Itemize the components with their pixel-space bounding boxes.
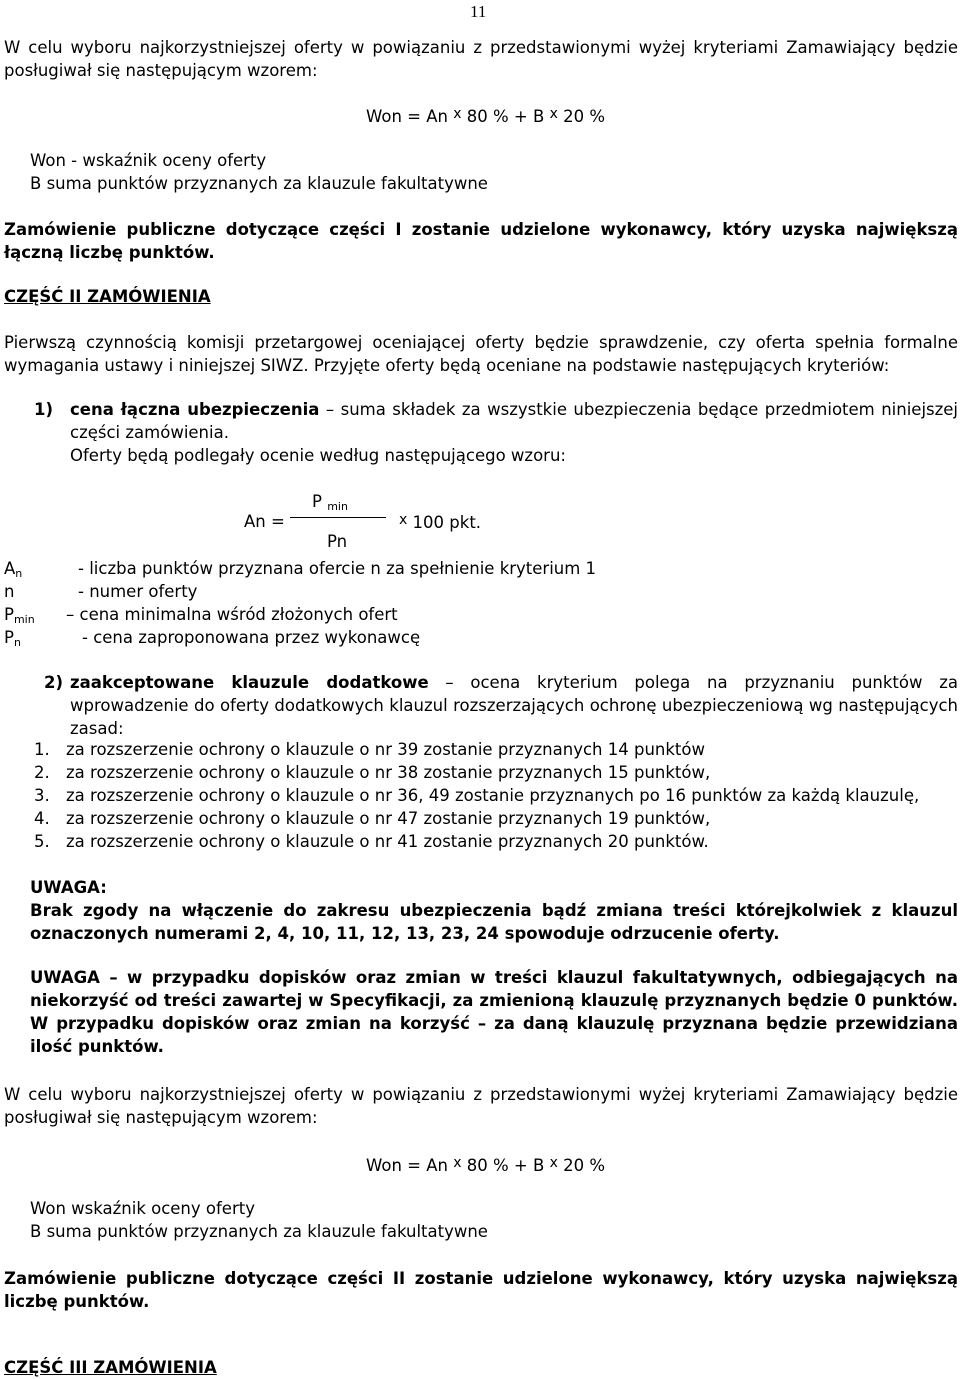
legend-pn: $P_n$ - cena zaproponowana przez wykonawcę bbox=[4, 628, 421, 649]
criterion-1-number: 1) bbox=[34, 400, 54, 419]
section-heading-part-iii: CZĘŚĆ III ZAMÓWIENIA bbox=[4, 1358, 217, 1377]
uwaga-note: UWAGA – w przypadku dopisków oraz zmian w treści klauzul fakultatywnych, odbiegających na niekorzyść od treści zawartej w Specyfikacji, za zmienioną klauzulę przyznanych będzie 0 punktów. W przypadku dopisków oraz zmian na korzyść – za daną klauzulę przyznana będzie przewidziana ilość punktów. bbox=[30, 968, 958, 1056]
award-part-i: Zamówienie publiczne dotyczące części I zostanie udzielone wykonawcy, który uzyska największą łączną liczbę punktów. bbox=[4, 220, 958, 262]
formula-an-lhs: An = bbox=[244, 512, 285, 531]
legend-an: $A_n$ - liczba punktów przyznana ofercie n za spełnienie kryterium 1 bbox=[4, 559, 597, 580]
page-number: 11 bbox=[470, 2, 487, 21]
formula-won-2: Won = An $^x$ 80 % + B $^x$ 20 % bbox=[366, 1155, 606, 1175]
intro-paragraph-1: W celu wyboru najkorzystniejszej oferty w powiązaniu z przedstawionymi wyżej kryteriami Zamawiający będzie posługiwał się następującym wzorem: bbox=[4, 38, 958, 80]
rule-4: 4. za rozszerzenie ochrony o klauzule o nr 47 zostanie przyznanych 19 punktów, bbox=[34, 809, 711, 828]
formula-multiplier: $^x$ 100 pkt. bbox=[399, 512, 482, 532]
definition-b-2: B suma punktów przyznanych za klauzule fakultatywne bbox=[30, 1222, 488, 1241]
rule-5: 5. za rozszerzenie ochrony o klauzule o nr 41 zostanie przyznanych 20 punktów. bbox=[34, 832, 709, 851]
criterion-1: cena łączna ubezpieczenia – suma składek za wszystkie ubezpieczenia będące przedmiotem niniejszej części zamówienia. Oferty będą podlegały ocenie według następującego wzoru: bbox=[70, 400, 959, 465]
fraction-bar bbox=[290, 517, 386, 518]
intro-paragraph-2: W celu wyboru najkorzystniejszej oferty w powiązaniu z przedstawionymi wyżej kryteriami Zamawiający będzie posługiwał się następującym wzorem: bbox=[4, 1085, 958, 1127]
rule-1: 1. za rozszerzenie ochrony o klauzule o nr 39 zostanie przyznanych 14 punktów bbox=[34, 740, 705, 759]
section-heading-part-ii: CZĘŚĆ II ZAMÓWIENIA bbox=[4, 287, 211, 306]
rule-2: 2. za rozszerzenie ochrony o klauzule o nr 38 zostanie przyznanych 15 punktów, bbox=[34, 763, 711, 782]
criterion-2: zaakceptowane klauzule dodatkowe – ocena kryterium polega na przyznaniu punktów za wprowadzenie do oferty dodatkowych klauzul rozszerzających ochronę ubezpieczeniową wg następujących zasad: bbox=[70, 673, 959, 738]
formula-won-1: Won = An $^x$ 80 % + B $^x$ 20 % bbox=[366, 106, 606, 126]
legend-pmin: $P_{min}$ – cena minimalna wśród złożonych ofert bbox=[4, 605, 398, 626]
legend-n: n - numer oferty bbox=[4, 582, 198, 601]
award-part-ii: Zamówienie publiczne dotyczące części II zostanie udzielone wykonawcy, który uzyska największą liczbę punktów. bbox=[4, 1269, 958, 1311]
definition-won-2: Won wskaźnik oceny oferty bbox=[30, 1199, 255, 1218]
criterion-2-number: 2) bbox=[44, 673, 64, 692]
formula-denominator: Pn bbox=[327, 532, 348, 551]
uwaga-text: Brak zgody na włączenie do zakresu ubezpieczenia bądź zmiana treści którejkolwiek z klauzul oznaczonych numerami 2, 4, 10, 11, 12, 13, 23, 24 spowoduje odrzucenie oferty. bbox=[30, 901, 958, 943]
definition-won-1: Won - wskaźnik oceny oferty bbox=[30, 151, 267, 170]
formula-numerator: P $_{min}$ bbox=[312, 492, 348, 513]
uwaga-label: UWAGA: bbox=[30, 878, 107, 897]
definition-b-1: B suma punktów przyznanych za klauzule fakultatywne bbox=[30, 174, 488, 193]
rule-3: 3. za rozszerzenie ochrony o klauzule o nr 36, 49 zostanie przyznanych po 16 punktów za każdą klauzulę, bbox=[34, 786, 920, 805]
intro-part-ii: Pierwszą czynnością komisji przetargowej oceniającej oferty będzie sprawdzenie, czy oferta spełnia formalne wymagania ustawy i niniejszej SIWZ. Przyjęte oferty będą oceniane na podstawie następujących kryteriów: bbox=[4, 333, 958, 375]
